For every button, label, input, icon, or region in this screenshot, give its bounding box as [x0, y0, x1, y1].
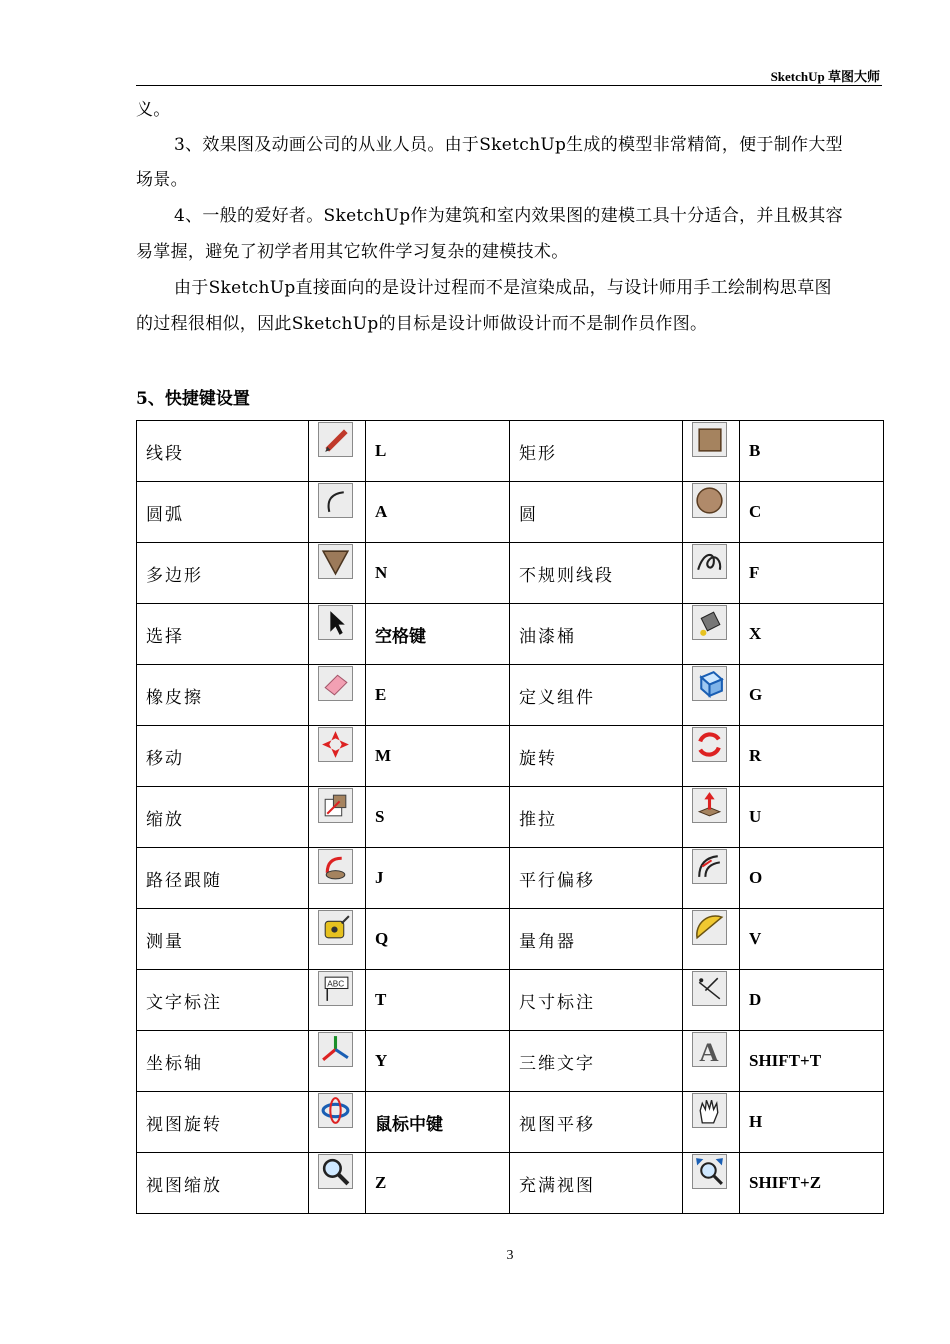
tool-icon-cell [683, 1153, 740, 1214]
tool-icon-cell [683, 1092, 740, 1153]
tool-name: 测量 [137, 909, 309, 970]
shortcut-key: L [366, 421, 510, 482]
tool-name: 油漆桶 [510, 604, 683, 665]
shortcut-row [137, 970, 884, 1031]
polygon-icon [318, 544, 353, 579]
select-arrow-icon [318, 605, 353, 640]
scale-icon [318, 788, 353, 823]
tool-icon-cell [683, 543, 740, 604]
circle-icon [692, 483, 727, 518]
pencil-icon [318, 422, 353, 457]
tool-name: 充满视图 [510, 1153, 683, 1214]
tool-name: 视图缩放 [137, 1153, 309, 1214]
shortcut-key: X [740, 604, 884, 665]
tool-name: 路径跟随 [137, 848, 309, 909]
tool-icon-cell [683, 848, 740, 909]
freehand-icon [692, 544, 727, 579]
paragraph-line: 义。 [136, 100, 171, 120]
text-label-icon [318, 971, 353, 1006]
tool-name: 圆弧 [137, 482, 309, 543]
offset-icon [692, 849, 727, 884]
tool-name: 推拉 [510, 787, 683, 848]
svg-text:ABC: ABC [327, 979, 345, 989]
tool-name: 橡皮擦 [137, 665, 309, 726]
tool-name: 视图旋转 [137, 1092, 309, 1153]
tool-icon-cell [683, 726, 740, 787]
tool-name: 坐标轴 [137, 1031, 309, 1092]
dimension-icon [692, 971, 727, 1006]
tool-icon-cell [683, 970, 740, 1031]
tool-icon-cell [683, 909, 740, 970]
component-icon [692, 666, 727, 701]
zoom-extents-icon [692, 1154, 727, 1189]
tool-icon-cell [309, 726, 366, 787]
shortcut-key: O [740, 848, 884, 909]
tool-icon-cell [683, 1031, 740, 1092]
shortcut-row [137, 1153, 884, 1214]
shortcut-key: SHIFT+Z [740, 1153, 884, 1214]
tool-name: 移动 [137, 726, 309, 787]
tool-name: 旋转 [510, 726, 683, 787]
tool-icon-cell [309, 482, 366, 543]
follow-me-icon [318, 849, 353, 884]
tool-icon-cell [309, 1092, 366, 1153]
paragraph-line: 的过程很相似，因此SketchUp的目标是设计师做设计而不是制作员作图。 [136, 314, 708, 334]
tool-name: 不规则线段 [510, 543, 683, 604]
shortcut-row [137, 787, 884, 848]
tool-icon-cell [683, 787, 740, 848]
shortcut-key: SHIFT+T [740, 1031, 884, 1092]
tool-icon-cell [309, 1153, 366, 1214]
tool-name: 多边形 [137, 543, 309, 604]
move-icon [318, 727, 353, 762]
shortcut-key: Y [366, 1031, 510, 1092]
tool-name: 矩形 [510, 421, 683, 482]
shortcut-key: 鼠标中键 [366, 1092, 510, 1153]
paragraph-line: 易掌握，避免了初学者用其它软件学习复杂的建模技术。 [136, 242, 569, 262]
tool-name: 视图平移 [510, 1092, 683, 1153]
shortcut-key: V [740, 909, 884, 970]
tool-name: 尺寸标注 [510, 970, 683, 1031]
shortcut-row [137, 1092, 884, 1153]
tool-name: 量角器 [510, 909, 683, 970]
shortcut-table [136, 420, 884, 1214]
tool-name: 三维文字 [510, 1031, 683, 1092]
shortcut-key: C [740, 482, 884, 543]
svg-text:A: A [699, 1036, 719, 1066]
pan-hand-icon [692, 1093, 727, 1128]
tool-name: 线段 [137, 421, 309, 482]
tool-icon-cell [309, 787, 366, 848]
shortcut-key: H [740, 1092, 884, 1153]
tool-icon-cell [683, 604, 740, 665]
tool-icon-cell [309, 970, 366, 1031]
3d-text-icon [692, 1032, 727, 1067]
tool-name: 文字标注 [137, 970, 309, 1031]
shortcut-row [137, 543, 884, 604]
axes-icon [318, 1032, 353, 1067]
rotate-icon [692, 727, 727, 762]
shortcut-key: J [366, 848, 510, 909]
tool-name: 定义组件 [510, 665, 683, 726]
paragraph-line: 4、一般的爱好者。SketchUp作为建筑和室内效果图的建模工具十分适合，并且极其容 [174, 206, 843, 226]
shortcut-key: D [740, 970, 884, 1031]
tool-icon-cell [309, 909, 366, 970]
tool-icon-cell [683, 482, 740, 543]
tool-icon-cell [309, 848, 366, 909]
shortcut-row [137, 665, 884, 726]
section-title: 5、快捷键设置 [136, 389, 250, 409]
tool-icon-cell [309, 543, 366, 604]
shortcut-key: U [740, 787, 884, 848]
shortcut-row [137, 1031, 884, 1092]
tool-icon-cell [309, 1031, 366, 1092]
shortcut-key: T [366, 970, 510, 1031]
shortcut-key: S [366, 787, 510, 848]
tape-measure-icon [318, 910, 353, 945]
shortcut-row [137, 909, 884, 970]
shortcut-key: Q [366, 909, 510, 970]
zoom-icon [318, 1154, 353, 1189]
paragraph-line: 场景。 [136, 170, 188, 190]
rectangle-icon [692, 422, 727, 457]
shortcut-key: N [366, 543, 510, 604]
shortcut-key: M [366, 726, 510, 787]
shortcut-key: A [366, 482, 510, 543]
paint-bucket-icon [692, 605, 727, 640]
tool-name: 平行偏移 [510, 848, 683, 909]
tool-icon-cell [683, 421, 740, 482]
shortcut-row [137, 482, 884, 543]
paragraph-line: 3、效果图及动画公司的从业人员。由于SketchUp生成的模型非常精简，便于制作大型 [174, 135, 843, 155]
shortcut-key: B [740, 421, 884, 482]
protractor-icon [692, 910, 727, 945]
shortcut-row [137, 421, 884, 482]
shortcut-key: G [740, 665, 884, 726]
tool-icon-cell [309, 665, 366, 726]
push-pull-icon [692, 788, 727, 823]
shortcut-row [137, 848, 884, 909]
shortcut-key: 空格键 [366, 604, 510, 665]
shortcut-key: Z [366, 1153, 510, 1214]
page-number: 3 [506, 1248, 514, 1263]
shortcut-row [137, 604, 884, 665]
tool-name: 缩放 [137, 787, 309, 848]
tool-icon-cell [309, 421, 366, 482]
tool-icon-cell [309, 604, 366, 665]
tool-icon-cell [683, 665, 740, 726]
running-header: SketchUp 草图大师 [770, 69, 880, 84]
orbit-icon [318, 1093, 353, 1128]
tool-name: 圆 [510, 482, 683, 543]
shortcut-row [137, 726, 884, 787]
shortcut-key: R [740, 726, 884, 787]
tool-name: 选择 [137, 604, 309, 665]
eraser-icon [318, 666, 353, 701]
shortcut-key: F [740, 543, 884, 604]
shortcut-key: E [366, 665, 510, 726]
paragraph-line: 由于SketchUp直接面向的是设计过程而不是渲染成品，与设计师用手工绘制构思草图 [174, 278, 832, 298]
header-rule [136, 85, 882, 86]
arc-icon [318, 483, 353, 518]
